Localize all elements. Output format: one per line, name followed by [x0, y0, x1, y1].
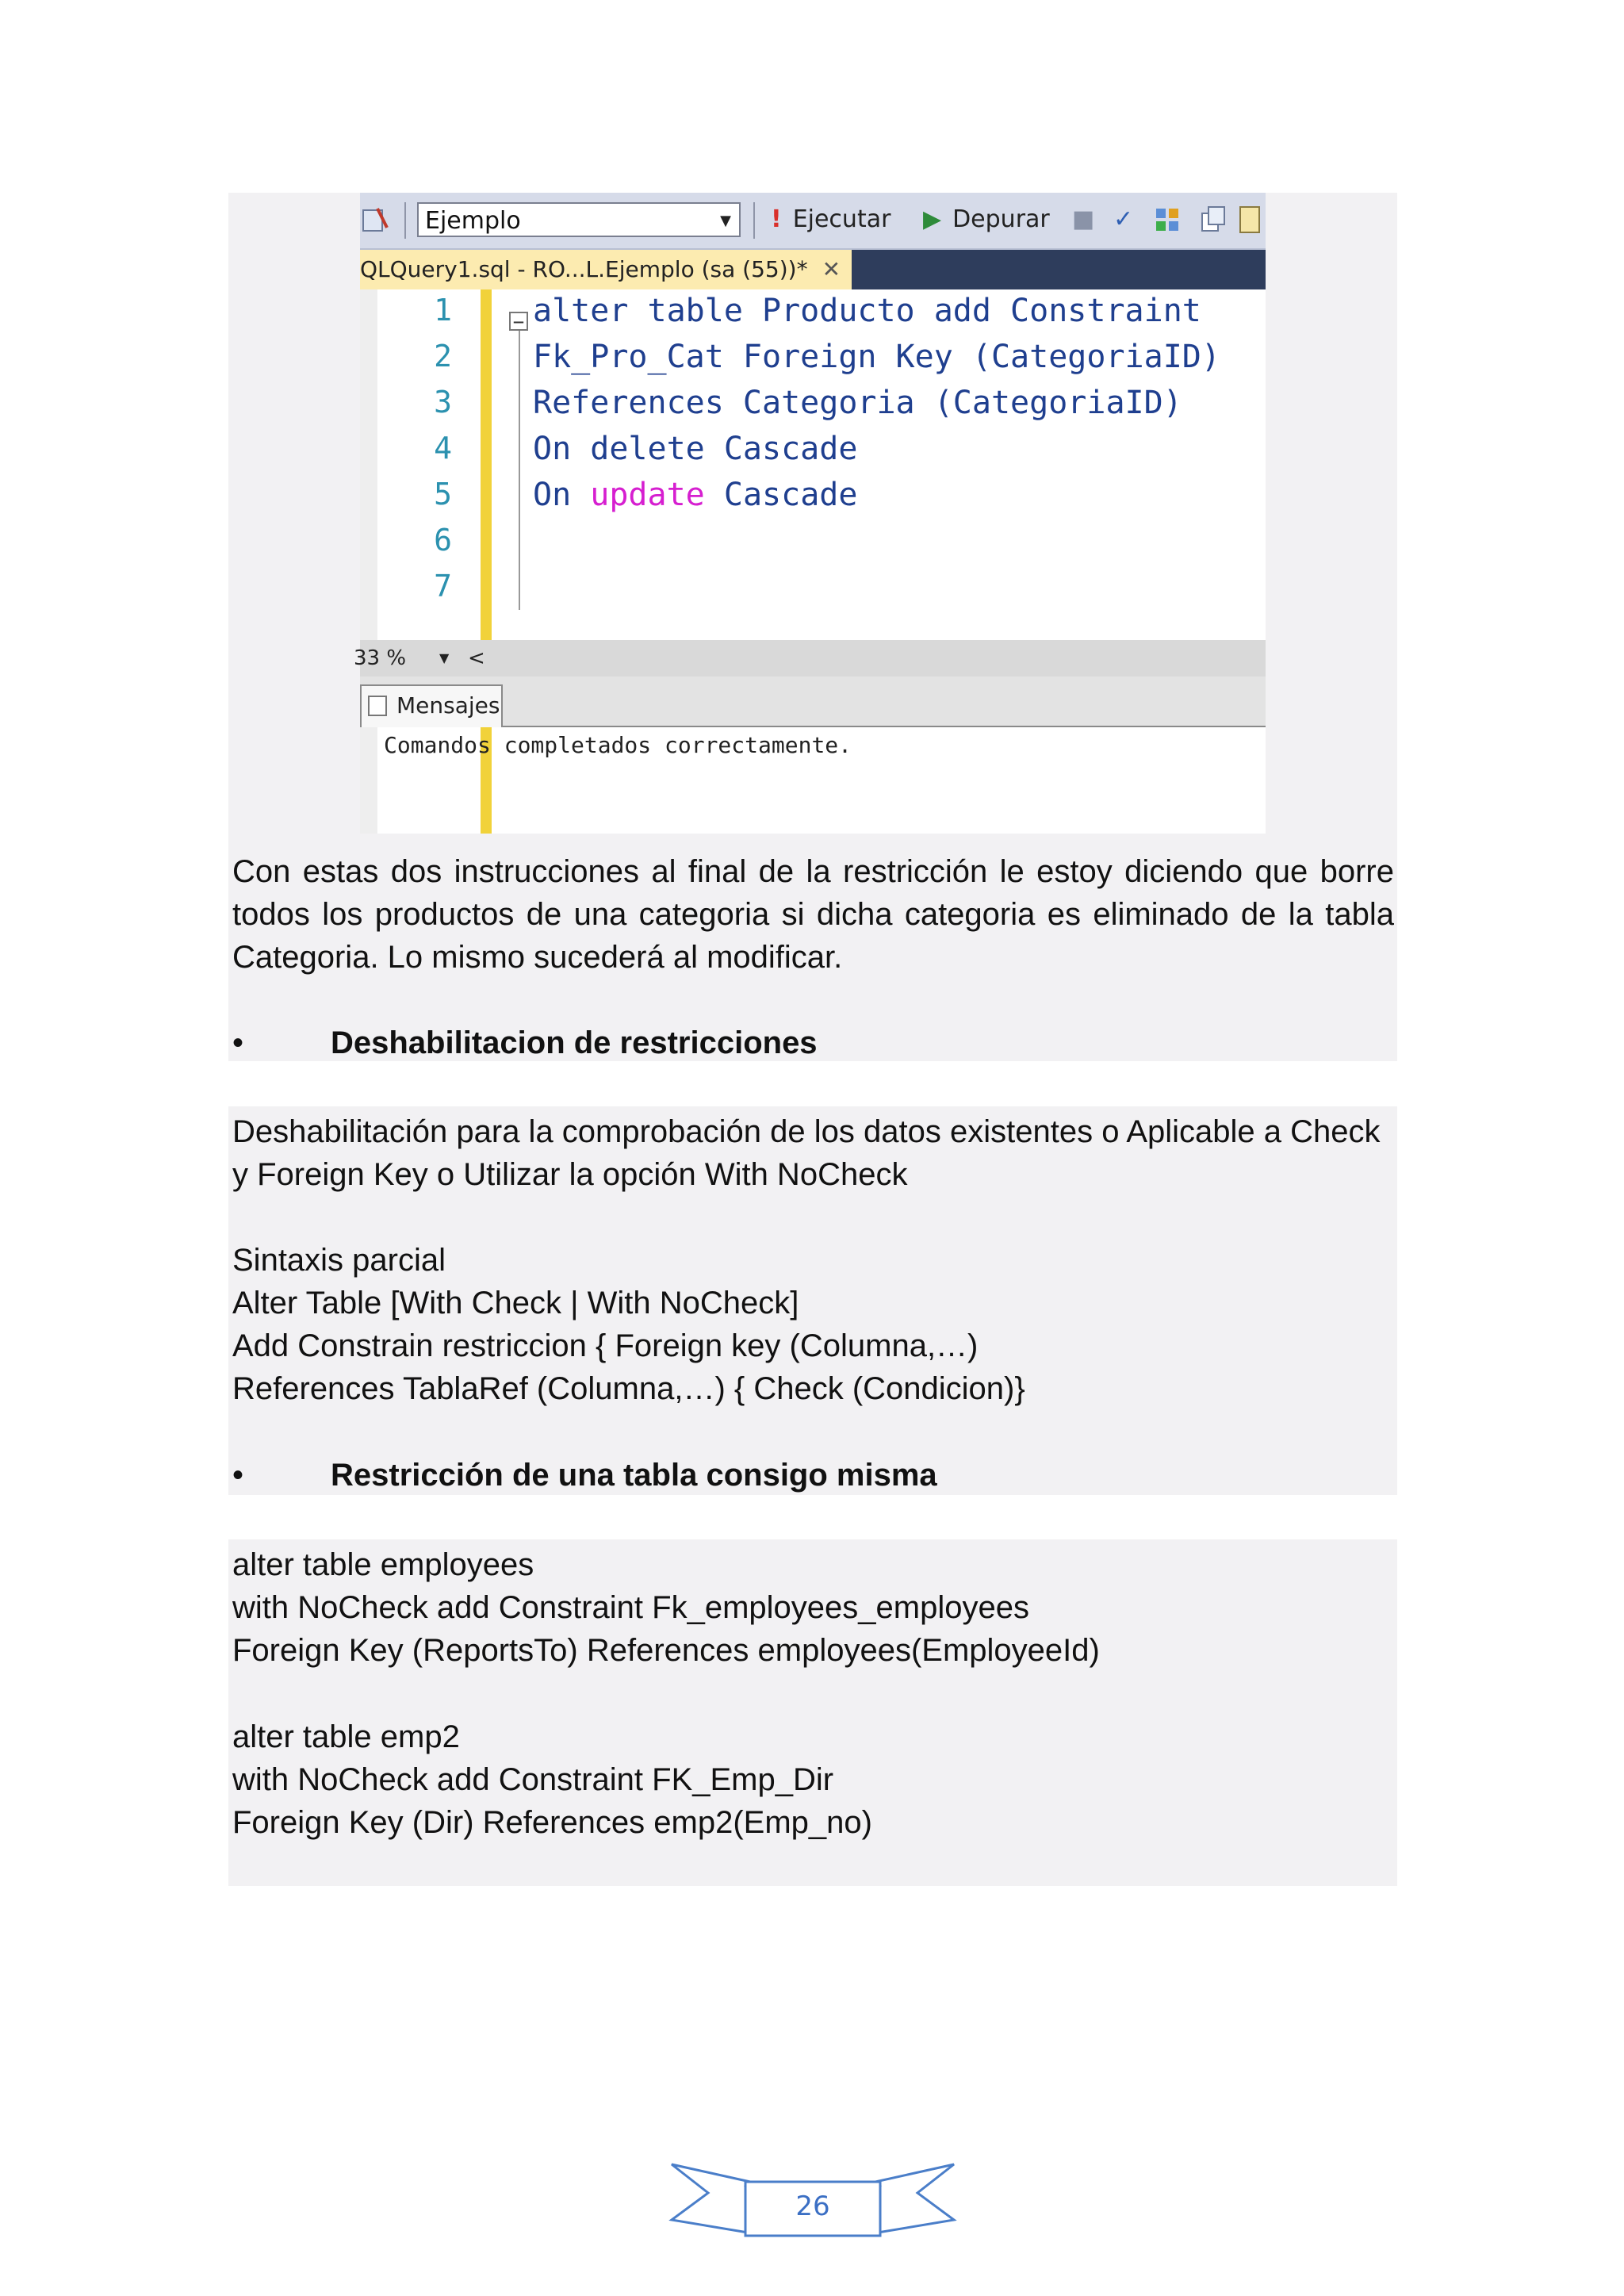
- example-line: with NoCheck add Constraint Fk_employees_employees: [232, 1590, 1029, 1625]
- execute-label: Ejecutar: [792, 205, 891, 233]
- line-number: 3: [434, 385, 452, 420]
- code-line-5: [533, 477, 857, 513]
- toolbar-separator: [404, 202, 406, 239]
- results-grid-icon[interactable]: [1153, 204, 1185, 236]
- bullet-heading-text: Restricción de una tabla consigo misma: [331, 1458, 937, 1493]
- code-line-2: Fk_Pro_Cat Foreign Key (CategoriaID): [533, 339, 1220, 375]
- bullet-symbol: •: [232, 1458, 244, 1493]
- zoom-bar: [354, 640, 1266, 677]
- line-number: 2: [434, 339, 452, 374]
- debug-button[interactable]: [923, 201, 1050, 239]
- keyword-cascade: Cascade: [723, 477, 858, 513]
- query-options-icon: [360, 204, 392, 236]
- close-icon[interactable]: ✕: [822, 256, 841, 282]
- results-tab-bar: [360, 677, 1266, 727]
- exclamation-icon: !: [771, 205, 782, 233]
- result-message: Comandos completados correctamente.: [384, 732, 852, 758]
- syntax-line: References TablaRef (Columna,…) { Check (Condicion)}: [232, 1371, 1025, 1406]
- example-line: with NoCheck add Constraint FK_Emp_Dir: [232, 1762, 834, 1797]
- line-number: 6: [434, 523, 452, 558]
- execute-button[interactable]: [771, 201, 891, 239]
- example-line: alter table emp2: [232, 1719, 460, 1754]
- example-employees: [232, 1543, 1394, 1672]
- collapse-icon[interactable]: −: [509, 312, 528, 331]
- toolbar-separator: [753, 202, 755, 239]
- chevron-down-icon: ▼: [439, 650, 450, 665]
- sql-editor-screenshot: [354, 193, 1266, 801]
- line-number: 5: [434, 477, 452, 512]
- query-tab-title: QLQuery1.sql - RO...L.Ejemplo (sa (55))*: [360, 256, 808, 282]
- check-icon[interactable]: ✓: [1113, 205, 1134, 233]
- scroll-left-icon[interactable]: <: [468, 646, 485, 670]
- database-combo[interactable]: [417, 202, 741, 237]
- paragraph-cascade-explanation: Con estas dos instrucciones al final de la restricción le estoy diciendo que borre todos los productos de una categoria si dicha categoria es eliminado de la tabla Categoria. Lo mismo sucederá al modificar.: [232, 854, 1394, 975]
- messages-tab-label: Mensajes: [396, 692, 500, 719]
- bullet-heading-text: Deshabilitacion de restricciones: [331, 1025, 818, 1060]
- ssms-toolbar: [360, 193, 1266, 250]
- example-line: Foreign Key (Dir) References emp2(Emp_no): [232, 1805, 872, 1840]
- document-icon[interactable]: [1237, 204, 1269, 236]
- bullet-symbol: •: [232, 1025, 244, 1060]
- code-line-1: alter table Producto add Constraint: [533, 293, 1201, 329]
- syntax-block: [232, 1239, 1394, 1410]
- stop-icon[interactable]: ■: [1072, 205, 1095, 233]
- keyword-update: update: [590, 477, 705, 513]
- selection-margin: [360, 289, 377, 834]
- debug-label: Depurar: [952, 205, 1050, 233]
- paragraph-nocheck: Deshabilitación para la comprobación de los datos existentes o Aplicable a Check y Foreign Key o Utilizar la opción With NoCheck: [232, 1114, 1381, 1192]
- chevron-down-icon: ▼: [720, 213, 731, 229]
- syntax-line: Add Constrain restriccion { Foreign key (Columna,…): [232, 1328, 979, 1363]
- database-combo-value: Ejemplo: [425, 207, 521, 235]
- messages-tab[interactable]: [360, 684, 503, 727]
- syntax-line: Alter Table [With Check | With NoCheck]: [232, 1286, 799, 1320]
- zoom-selector[interactable]: [354, 640, 463, 677]
- document-tab-bar: [360, 250, 1266, 289]
- messages-icon: [368, 696, 387, 716]
- code-line-3: References Categoria (CategoriaID): [533, 385, 1182, 421]
- syntax-title: Sintaxis parcial: [232, 1243, 446, 1278]
- page-number: 26: [795, 2191, 830, 2222]
- keyword-on: On: [533, 477, 572, 513]
- play-icon: ▶: [923, 205, 942, 233]
- outline-line: [519, 323, 520, 610]
- line-number: 1: [434, 293, 452, 328]
- zoom-value: 33 %: [354, 646, 407, 670]
- line-number: 4: [434, 431, 452, 466]
- example-emp2: [232, 1715, 1394, 1844]
- line-number: 7: [434, 569, 452, 604]
- example-line: alter table employees: [232, 1547, 534, 1582]
- code-line-4: On delete Cascade: [533, 431, 858, 467]
- query-tab[interactable]: [360, 250, 852, 289]
- copy-icon[interactable]: [1197, 204, 1229, 236]
- example-line: Foreign Key (ReportsTo) References employees(EmployeeId): [232, 1633, 1100, 1668]
